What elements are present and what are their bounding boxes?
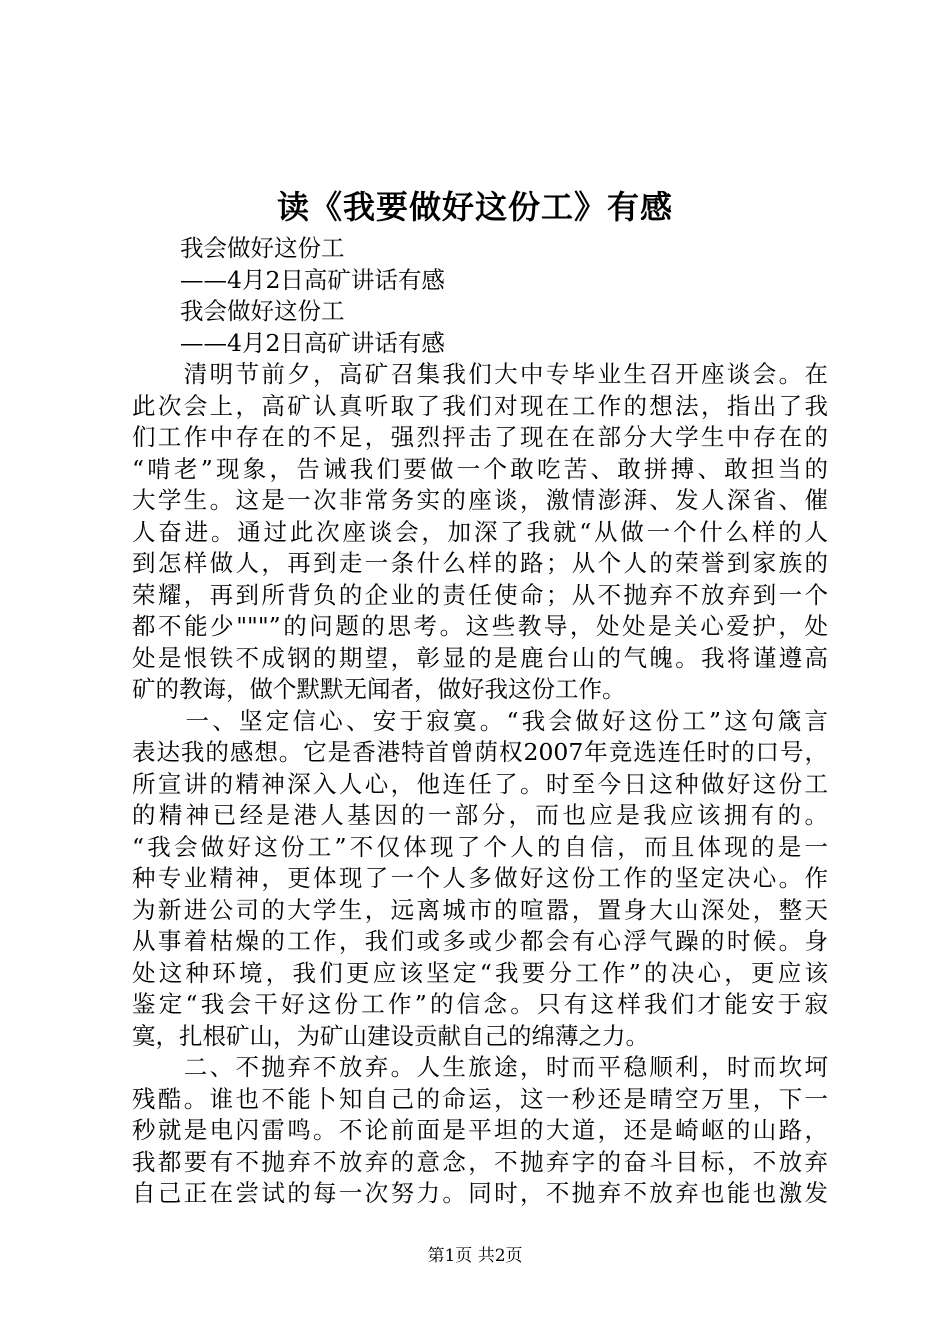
- paragraph-line: 都不能少"""”的问题的思考。这些教导，处处是关心爱护，处: [132, 612, 828, 640]
- subtitle-line: ——4月2日高矿讲话有感: [180, 265, 445, 294]
- paragraph-line: 处这种环境，我们更应该坚定“我要分工作”的决心，更应该: [132, 958, 828, 987]
- paragraph-line: 自己正在尝试的每一次努力。同时，不抛弃不放弃也能也激发: [132, 1179, 828, 1207]
- paragraph-line: 清明节前夕，高矿召集我们大中专毕业生召开座谈会。在: [132, 360, 828, 388]
- paragraph-line: “我会做好这份工”不仅体现了个人的自信，而且体现的是一: [132, 832, 828, 861]
- paragraph-line: “啃老”现象，告诫我们要做一个敢吃苦、敢拼搏、敢担当的: [132, 454, 828, 483]
- paragraph-line: 到怎样做人，再到走一条什么样的路；从个人的荣誉到家族的: [132, 549, 828, 577]
- page-footer: 第1页 共2页: [427, 1246, 523, 1266]
- paragraph-line: 残酷。谁也不能卜知自己的命运，这一秒还是晴空万里，下一: [132, 1084, 828, 1113]
- paragraph-line: 寞，扎根矿山，为矿山建设贡献自己的绵薄之力。: [132, 1021, 649, 1050]
- paragraph-line: 秒就是电闪雷鸣。不论前面是平坦的大道，还是崎岖的山路，: [132, 1116, 828, 1144]
- paragraph-line: 们工作中存在的不足，强烈抨击了现在在部分大学生中存在的: [132, 423, 828, 451]
- subtitle-line: ——4月2日高矿讲话有感: [180, 328, 445, 357]
- paragraph-line: 一、坚定信心、安于寂寞。“我会做好这份工”这句箴言: [132, 706, 828, 735]
- paragraph-line: 大学生。这是一次非常务实的座谈，激情澎湃、发人深省、催: [132, 486, 828, 514]
- paragraph-line: 荣耀，再到所背负的企业的责任使命；从不抛弃不放弃到一个: [132, 580, 828, 609]
- paragraph-line: 处是恨铁不成钢的期望，彰显的是鹿台山的气魄。我将谨遵高: [132, 643, 828, 672]
- paragraph-line: 表达我的感想。它是香港特首曾荫权2007年竞选连任时的口号，: [132, 738, 828, 766]
- subtitle-line: 我会做好这份工: [180, 297, 345, 325]
- paragraph-line: 鉴定“我会干好这份工作”的信念。只有这样我们才能安于寂: [132, 990, 828, 1018]
- paragraph-line: 此次会上，高矿认真听取了我们对现在工作的想法，指出了我: [132, 391, 828, 420]
- subtitle-line: 我会做好这份工: [180, 234, 345, 262]
- paragraph-line: 所宣讲的精神深入人心，他连任了。时至今日这种做好这份工: [132, 769, 828, 798]
- paragraph-line: 矿的教诲，做个默默无闻者，做好我这份工作。: [132, 675, 626, 703]
- paragraph-container: [132, 359, 828, 1210]
- paragraph-line: 为新进公司的大学生，远离城市的喧嚣，置身大山深处，整天: [132, 895, 828, 924]
- paragraph-line: 的精神已经是港人基因的一部分，而也应是我应该拥有的。: [132, 801, 828, 829]
- document-title: 读《我要做好这份工》有感: [276, 188, 673, 226]
- paragraph-line: 种专业精神，更体现了一个人多做好这份工作的坚定决心。作: [132, 864, 828, 892]
- paragraph-line: 人奋进。通过此次座谈会，加深了我就“从做一个什么样的人: [132, 517, 828, 546]
- paragraph-line: 二、不抛弃不放弃。人生旅途，时而平稳顺利，时而坎坷: [132, 1053, 828, 1081]
- paragraph-line: 从事着枯燥的工作，我们或多或少都会有心浮气躁的时候。身: [132, 927, 828, 955]
- document-body: [132, 233, 828, 1210]
- paragraph-line: 我都要有不抛弃不放弃的意念，不抛弃字的奋斗目标，不放弃: [132, 1147, 828, 1176]
